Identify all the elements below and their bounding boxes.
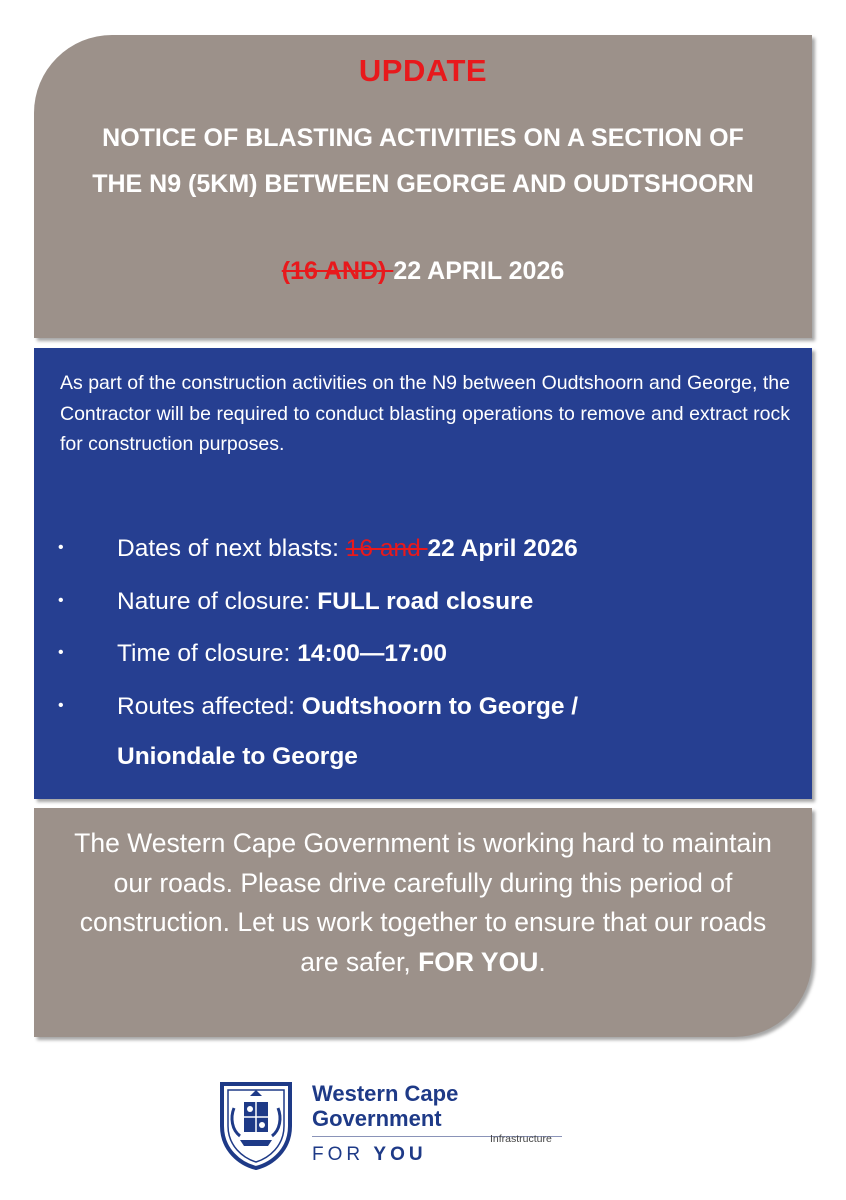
update-label: UPDATE — [358, 53, 488, 88]
item-value: 22 April 2026 — [427, 535, 578, 562]
tagline-prefix: FOR — [312, 1144, 374, 1165]
tagline-bold: YOU — [373, 1144, 427, 1165]
bullet-icon: • — [58, 696, 64, 714]
notice-header-panel — [34, 35, 812, 338]
department-label: Infrastructure — [490, 1133, 552, 1145]
struck-date: 16 and — [345, 535, 428, 562]
org-name — [312, 1081, 458, 1131]
closing-emphasis: FOR YOU — [418, 946, 539, 977]
item-value: Oudtshoorn to George / — [301, 692, 579, 720]
wcg-logo — [212, 1078, 572, 1170]
list-item-routes — [34, 687, 812, 740]
item-label: Dates of next blasts: — [117, 535, 346, 562]
bullet-icon: • — [58, 644, 64, 661]
bullet-icon: • — [58, 591, 64, 609]
bullet-icon: • — [58, 539, 64, 556]
closing-end: . — [538, 946, 546, 977]
closing-panel — [34, 808, 812, 1037]
item-value: 14:00—17:00 — [297, 640, 448, 667]
details-panel — [34, 348, 812, 799]
list-item-closure-nature — [34, 582, 812, 635]
notice-title: NOTICE OF BLASTING ACTIVITIES ON A SECTION OF THE N9 (5KM) BETWEEN GEORGE AND OUDTSHOORN — [92, 124, 754, 198]
item-label: Nature of closure: — [117, 587, 318, 615]
item-value-continued: Uniondale to George — [117, 743, 358, 770]
org-name-line2: Government — [312, 1106, 442, 1131]
list-item-closure-time — [34, 634, 812, 687]
closing-text: The Western Cape Government is working hard to maintain our roads. Please drive carefully during this period of construction. Let us work together to ensure that our roads are safer, — [74, 828, 772, 977]
org-name-line1: Western Cape — [312, 1081, 459, 1106]
current-date: 22 APRIL 2026 — [393, 257, 565, 285]
item-value: FULL road closure — [317, 587, 534, 615]
closing-message — [74, 824, 772, 982]
struck-date: (16 AND) — [281, 257, 394, 285]
intro-paragraph: As part of the construction activities on the N9 between Oudtshoorn and George, the Contractor will be required to conduct blasting operations to remove and extract rock for construction purposes. — [60, 372, 790, 455]
coat-of-arms-icon — [212, 1078, 300, 1170]
item-label: Time of closure: — [117, 640, 298, 667]
item-label: Routes affected: — [117, 692, 302, 720]
list-item-blast-dates — [34, 529, 812, 582]
closure-details-list — [34, 529, 812, 791]
list-item-routes-continued — [34, 739, 812, 791]
notice-date — [34, 257, 812, 286]
tagline — [312, 1144, 427, 1166]
